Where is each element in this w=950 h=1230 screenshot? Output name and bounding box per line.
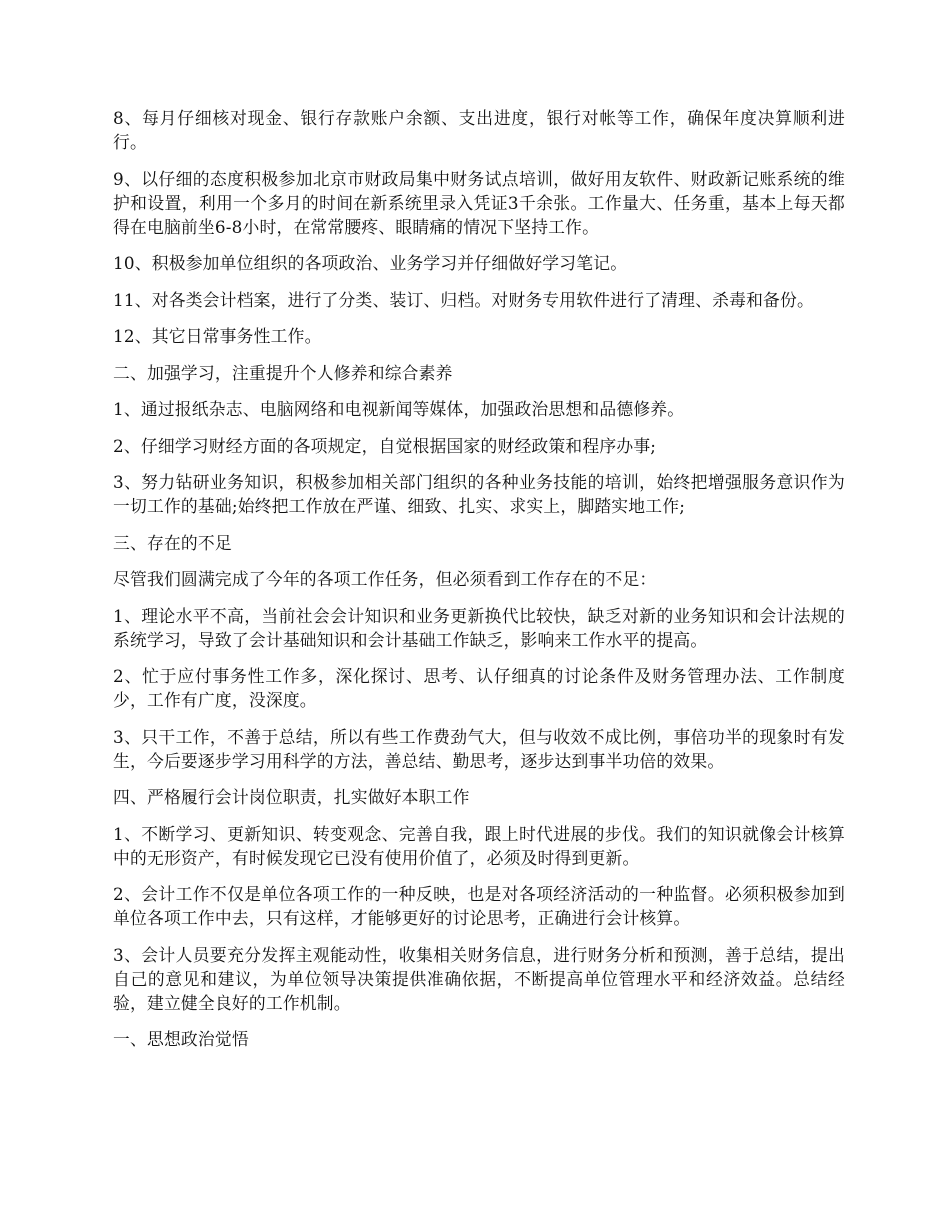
paragraph-duties-3: 3、会计人员要充分发挥主观能动性，收集相关财务信息，进行财务分析和预测，善于总结，提出自己的意见和建议，为单位领导决策提供准确依据，不断提高单位管理水平和经济效益。总结经验，建立健全良好的工作机制。 (113, 944, 845, 1013)
paragraph-item-12: 12、其它日常事务性工作。 (113, 326, 322, 346)
paragraph-duties-2: 2、会计工作不仅是单位各项工作的一种反映，也是对各项经济活动的一种监督。必须积极参加到单位各项工作中去，只有这样，才能够更好的讨论思考，正确进行会计核算。 (113, 884, 845, 928)
paragraph-study-2: 2、仔细学习财经方面的各项规定，自觉根据国家的财经政策和程序办事; (113, 435, 657, 456)
paragraph-study-3: 3、努力钻研业务知识，积极参加相关部门组织的各种业务技能的培训，始终把增强服务意识作为一切工作的基础;始终把工作放在严谨、细致、扎实、求实上，脚踏实地工作; (113, 472, 845, 516)
paragraph-item-10: 10、积极参加单位组织的各项政治、业务学习并仔细做好学习笔记。 (113, 253, 628, 273)
section-heading-1: 一、思想政治觉悟 (113, 1029, 249, 1049)
document-page (113, 106, 845, 1064)
section-heading-2: 二、加强学习，注重提升个人修养和综合素养 (113, 362, 453, 383)
paragraph-study-1: 1、通过报纸杂志、电脑网络和电视新闻等媒体，加强政治思想和品德修养。 (113, 399, 685, 419)
paragraph-item-11: 11、对各类会计档案，进行了分类、装订、归档。对财务专用软件进行了清理、杀毒和备份。 (113, 289, 815, 310)
section-heading-3: 三、存在的不足 (113, 532, 232, 553)
paragraph-item-9: 9、以仔细的态度积极参加北京市财政局集中财务试点培训，做好用友软件、财政新记账系统的维护和设置，利用一个多月的时间在新系统里录入凭证3千余张。工作量大、任务重，基本上每天都得在电脑前坐6-8小时，在常常腰疼、眼睛痛的情况下坚持工作。 (113, 168, 845, 237)
paragraph-duties-1: 1、不断学习、更新知识、转变观念、完善自我，跟上时代进展的步伐。我们的知识就像会计核算中的无形资产，有时候发现它已没有使用价值了，必须及时得到更新。 (113, 823, 845, 868)
paragraph-shortcomings-3: 3、只干工作，不善于总结，所以有些工作费劲气大，但与收效不成比例，事倍功半的现象时有发生，今后要逐步学习用科学的方法，善总结、勤思考，逐步达到事半功倍的效果。 (113, 726, 845, 771)
paragraph-shortcomings-1: 1、理论水平不高，当前社会会计知识和业务更新换代比较快，缺乏对新的业务知识和会计法规的系统学习，导致了会计基础知识和会计基础工作缺乏，影响来工作水平的提高。 (113, 605, 845, 650)
section-heading-4: 四、严格履行会计岗位职责，扎实做好本职工作 (113, 787, 470, 807)
paragraph-shortcomings-2: 2、忙于应付事务性工作多，深化探讨、思考、认仔细真的讨论条件及财务管理办法、工作制度少，工作有广度，没深度。 (113, 666, 845, 710)
paragraph-shortcomings-intro: 尽管我们圆满完成了今年的各项工作任务，但必须看到工作存在的不足： (113, 569, 657, 589)
paragraph-item-8: 8、每月仔细核对现金、银行存款账户余额、支出进度，银行对帐等工作，确保年度决算顺利进行。 (113, 108, 845, 152)
